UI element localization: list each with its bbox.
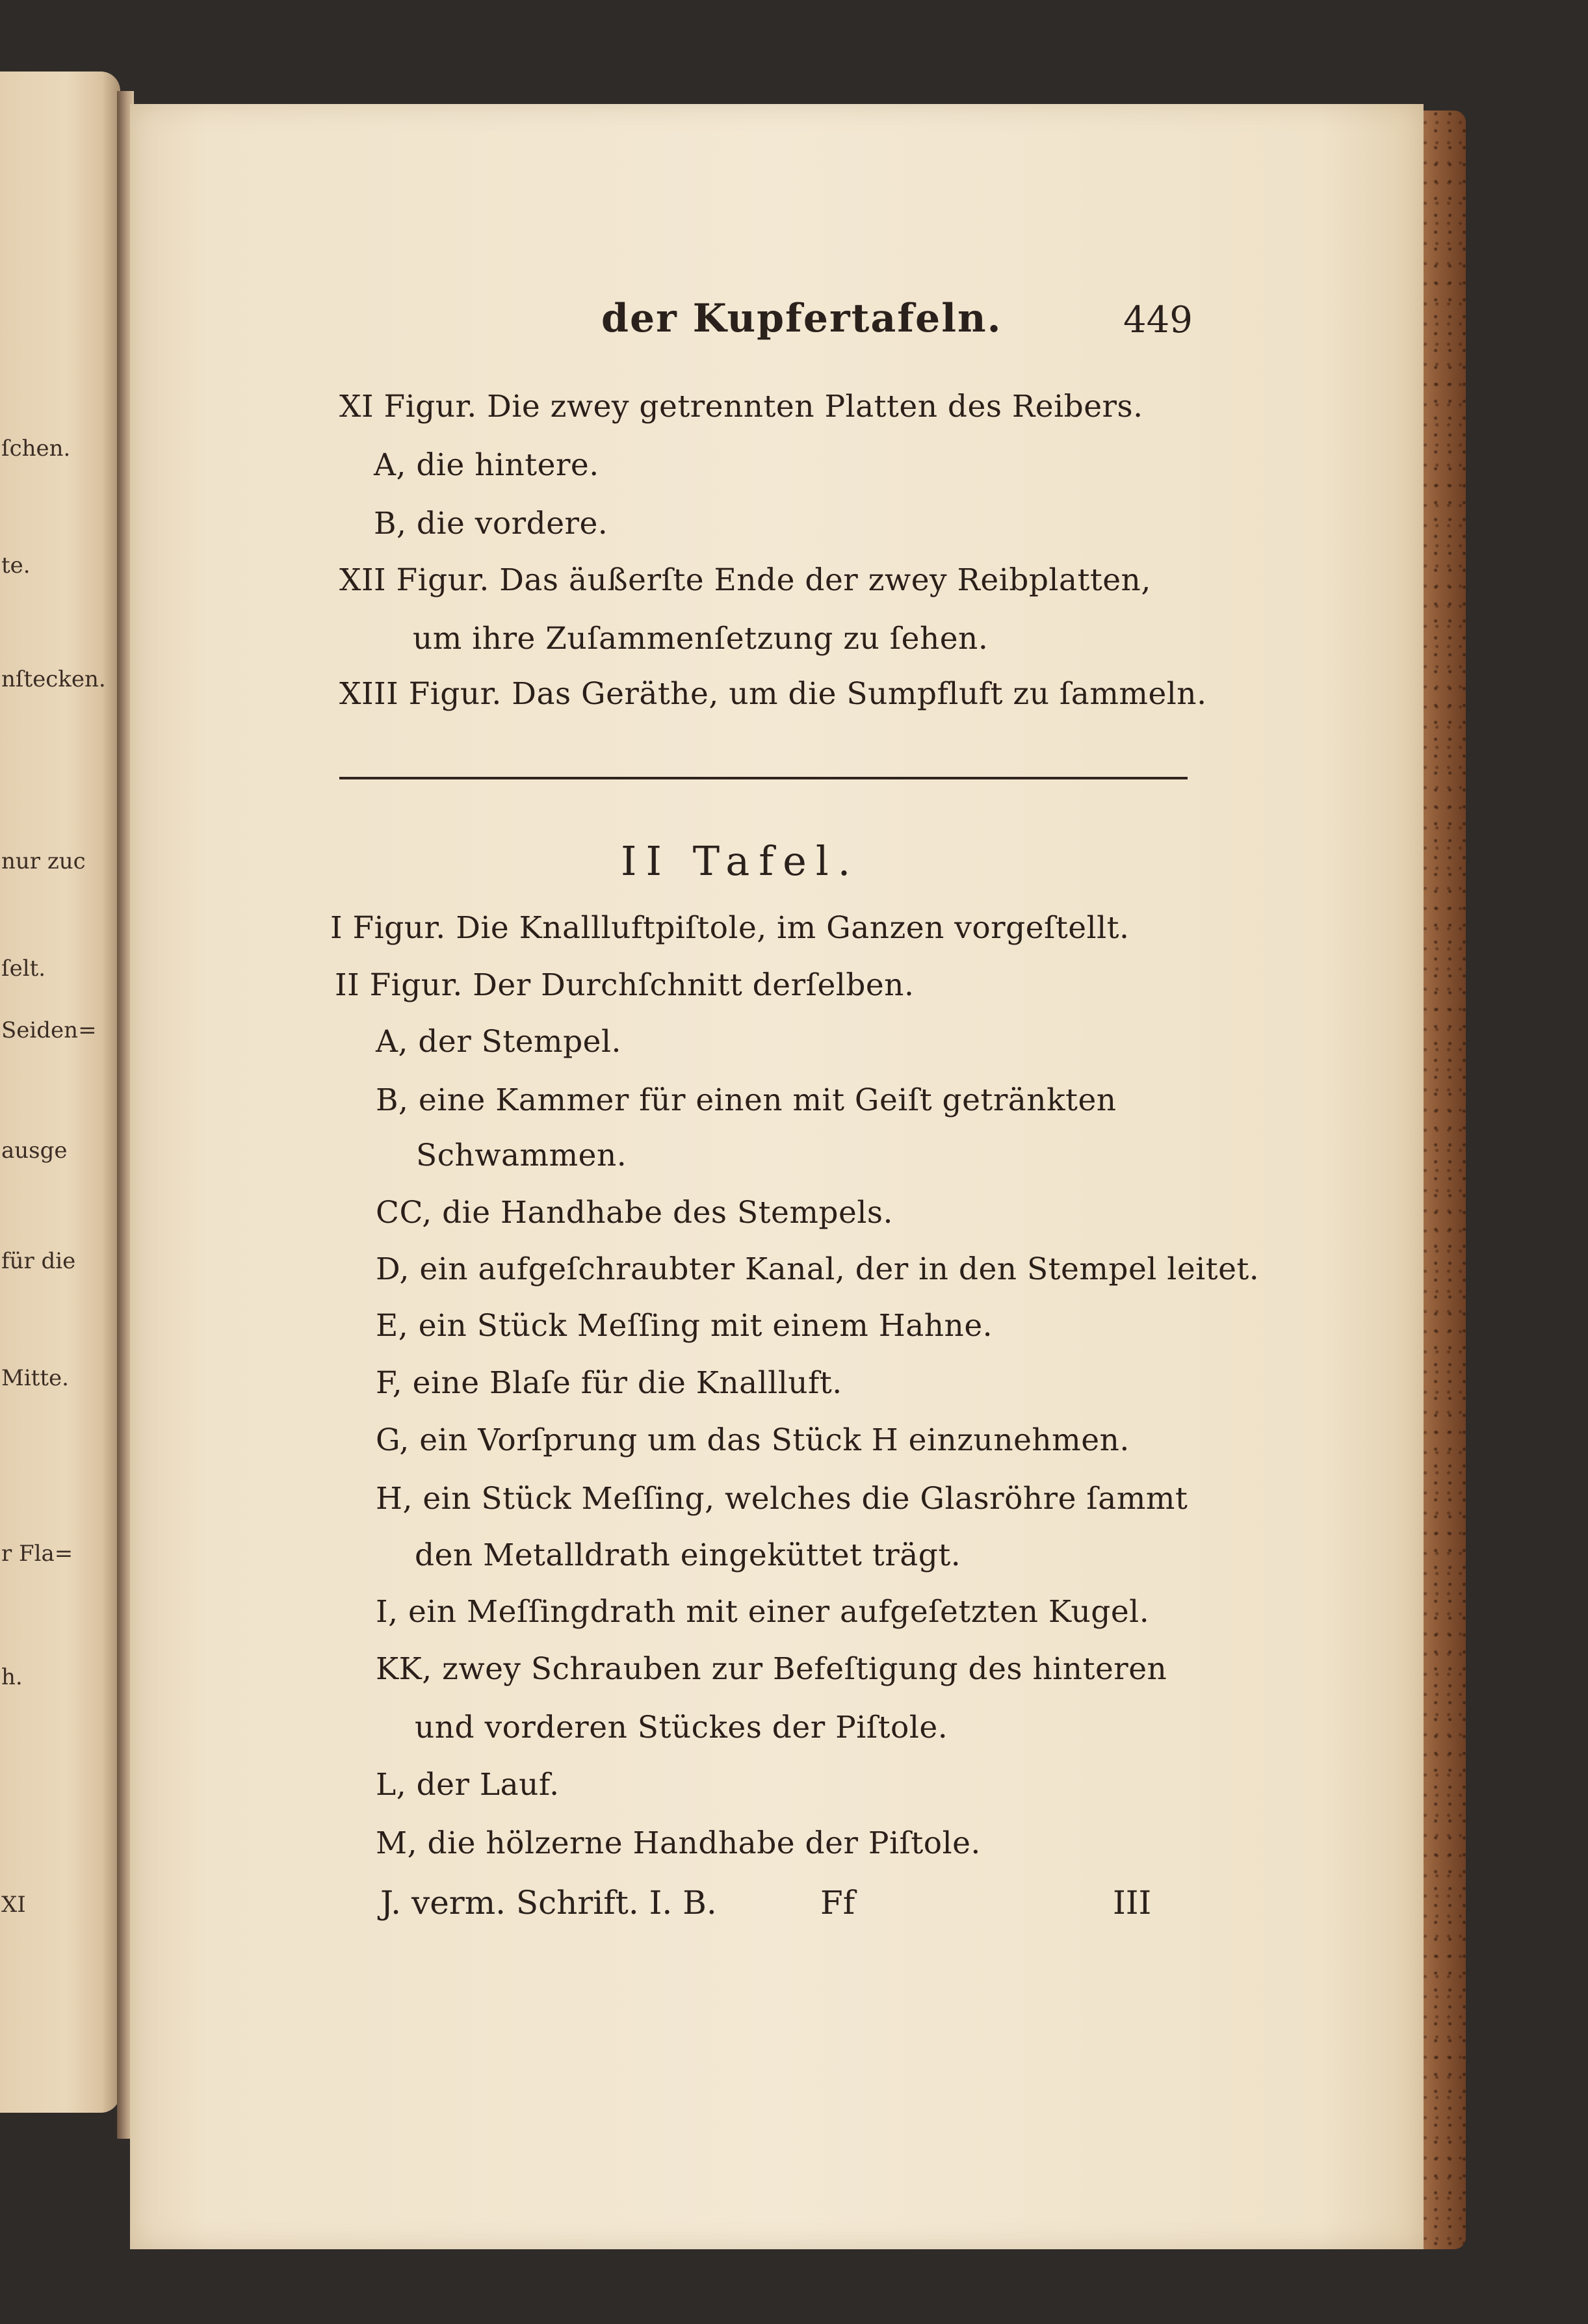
figure-part-entry: KK, zwey Schrauben zur Befeſtigung des hinteren: [376, 1651, 1167, 1687]
figure-entry: I Figur. Die Knallluftpiſtole, im Ganzen vorgeſtellt.: [330, 910, 1130, 946]
figure-part-entry: E, ein Stück Meſſing mit einem Hahne.: [376, 1308, 993, 1344]
figure-entry: XII Figur. Das äußerſte Ende der zwey Reibplatten,: [339, 562, 1151, 598]
margin-word: ſchen.: [1, 436, 71, 462]
catchword: III: [1113, 1884, 1152, 1922]
figure-entry: XIII Figur. Das Geräthe, um die Sumpfluft zu ſammeln.: [339, 676, 1207, 712]
figure-part-entry: B, eine Kammer für einen mit Geiſt getränkten: [376, 1082, 1117, 1118]
margin-word: te.: [1, 553, 31, 579]
margin-word: ausge: [1, 1138, 68, 1164]
margin-word: Mitte.: [1, 1365, 69, 1391]
margin-word: Seiden=: [1, 1017, 97, 1043]
margin-word: XI: [1, 1892, 26, 1918]
figure-part-continuation: Schwammen.: [416, 1138, 627, 1173]
margin-word: ſelt.: [1, 956, 46, 982]
figure-entry: II Figur. Der Durchſchnitt derſelben.: [335, 967, 915, 1003]
left-facing-page: [0, 72, 120, 2113]
figure-part-continuation: und vorderen Stückes der Piſtole.: [415, 1710, 948, 1745]
figure-part-entry: B, die vordere.: [374, 506, 608, 542]
figure-part-continuation: den Metalldrath eingeküttet trägt.: [415, 1537, 961, 1573]
figure-part-entry: A, der Stempel.: [376, 1024, 621, 1060]
page-number: 449: [1123, 299, 1193, 341]
margin-word: nſtecken.: [1, 666, 106, 692]
figure-part-entry: I, ein Meſſingdrath mit einer aufgeſetzten Kugel.: [376, 1594, 1150, 1630]
margin-word: h.: [1, 1664, 23, 1690]
figure-part-entry: CC, die Handhabe des Stempels.: [376, 1195, 893, 1231]
margin-word: für die: [1, 1248, 76, 1274]
figure-part-entry: F, eine Blaſe für die Knallluft.: [376, 1365, 842, 1401]
margin-word: nur zuc: [1, 848, 86, 874]
margin-word: r Fla=: [1, 1541, 73, 1567]
figure-part-entry: L, der Lauf.: [376, 1767, 560, 1803]
right-page: [130, 104, 1424, 2249]
book-cover-edge: [1417, 111, 1466, 2249]
figure-part-entry: H, ein Stück Meſſing, welches die Glasröhre ſammt: [376, 1481, 1188, 1517]
signature-mark: J. verm. Schrift. I. B.: [380, 1884, 717, 1922]
figure-entry: XI Figur. Die zwey getrennten Platten des Reibers.: [339, 389, 1143, 424]
running-header-title: der Kupfertafeln.: [601, 296, 1002, 341]
figure-entry-continuation: um ihre Zuſammenſetzung zu ſehen.: [413, 621, 989, 657]
figure-part-entry: G, ein Vorſprung um das Stück H einzunehmen.: [376, 1422, 1130, 1458]
section-heading: II Tafel.: [621, 837, 860, 885]
figure-part-entry: M, die hölzerne Handhabe der Piſtole.: [376, 1825, 981, 1861]
figure-part-entry: A, die hintere.: [374, 447, 599, 483]
figure-part-entry: D, ein aufgeſchraubter Kanal, der in den Stempel leitet.: [376, 1251, 1260, 1287]
section-divider-rule: [339, 777, 1188, 779]
sheet-signature: Ff: [820, 1884, 855, 1922]
